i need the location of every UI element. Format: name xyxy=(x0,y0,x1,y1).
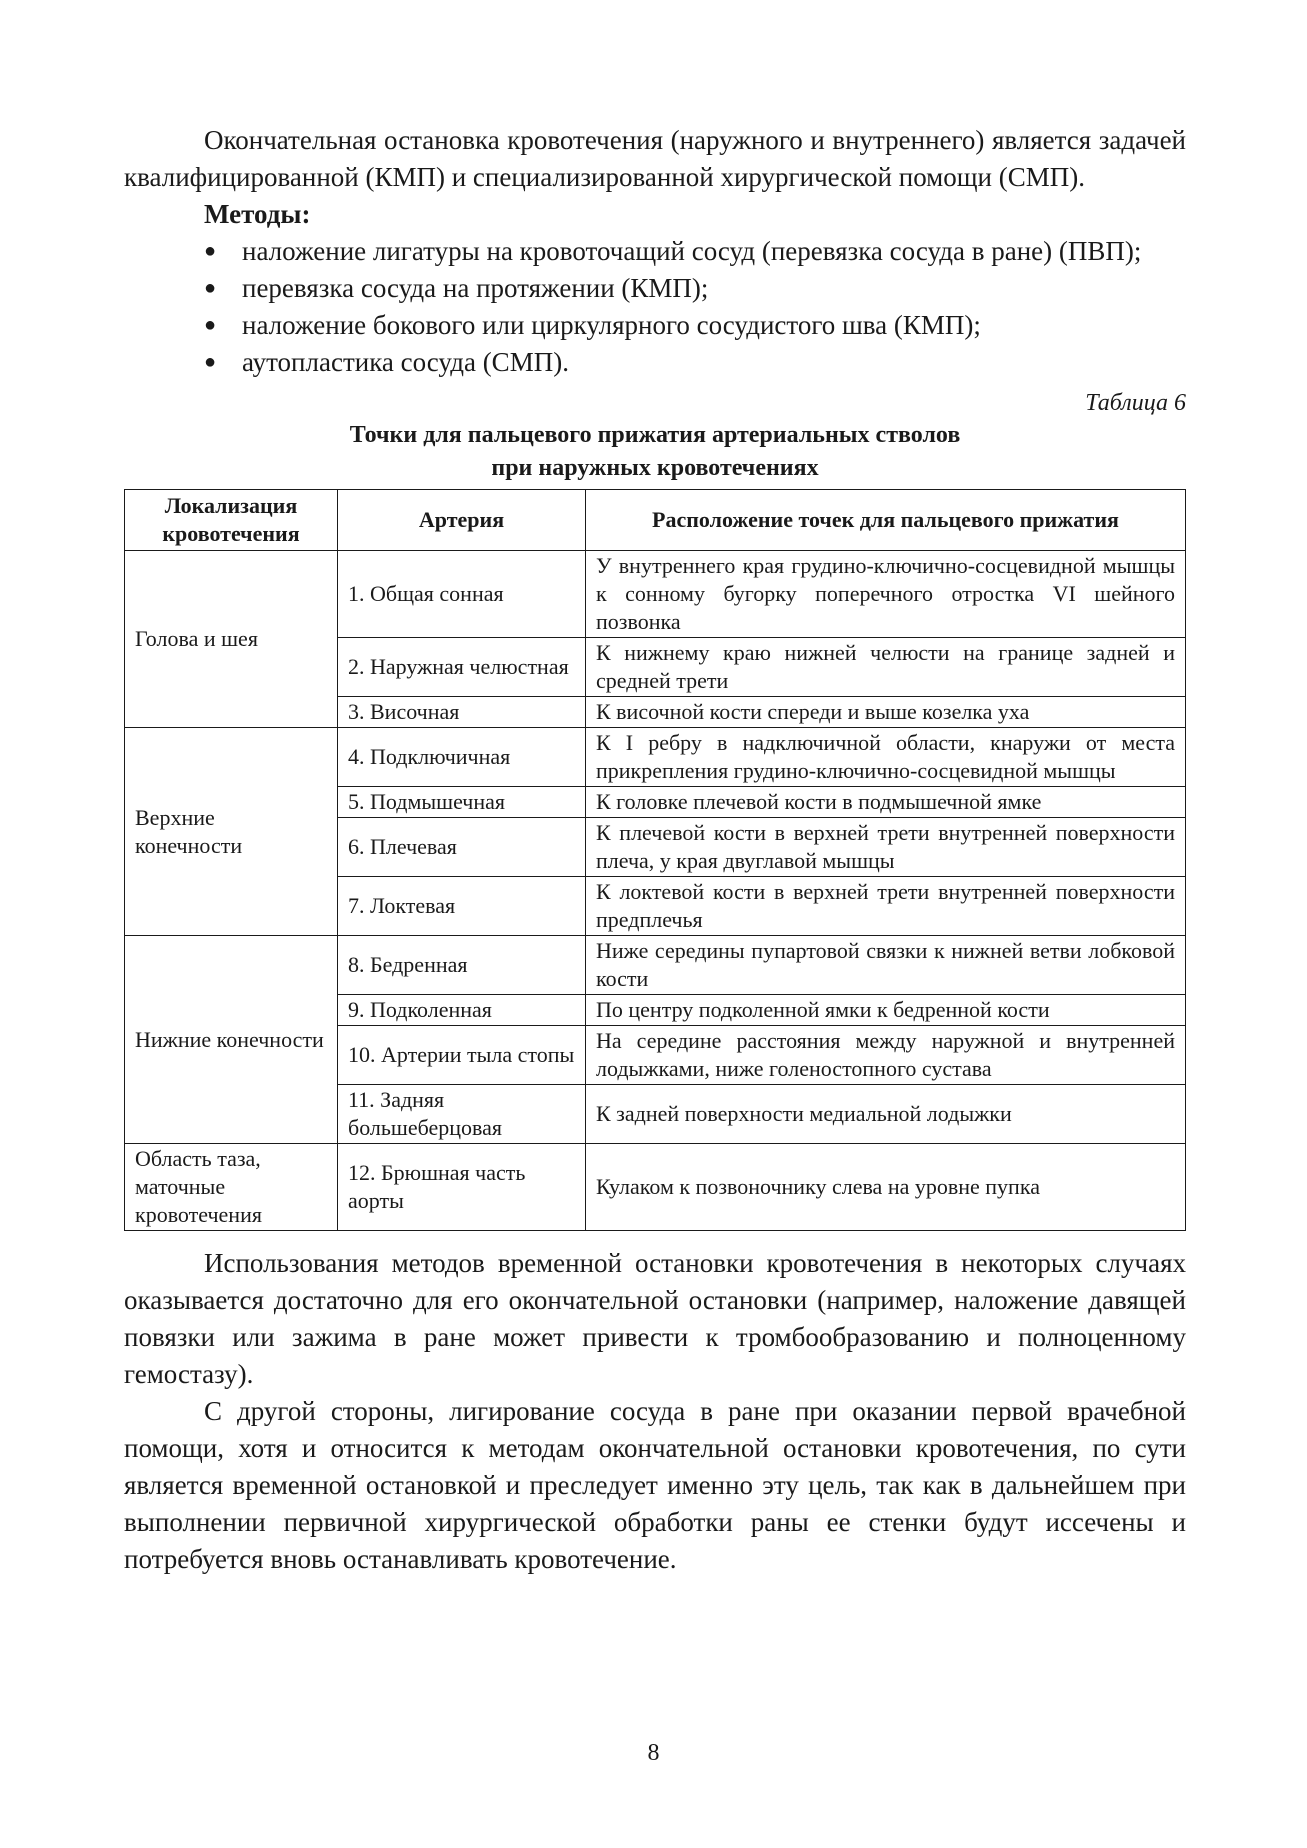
methods-list-item: ● аутопластика сосуда (СМП). xyxy=(124,344,1186,381)
page-content xyxy=(124,122,1186,1578)
methods-list xyxy=(124,233,1186,381)
methods-list-item: ● перевязка сосуда на протяжении (КМП); xyxy=(124,270,1186,307)
artery-cell: 6. Плечевая xyxy=(338,818,586,877)
header-location: Локализация кровотечения xyxy=(125,490,338,551)
artery-cell: 10. Артерии тыла стопы xyxy=(338,1026,586,1085)
artery-cell: 12. Брюшная часть аорты xyxy=(338,1144,586,1231)
artery-cell: 11. Задняя большеберцовая xyxy=(338,1085,586,1144)
bullet-icon: ● xyxy=(204,314,217,336)
table-row xyxy=(125,551,1186,638)
point-cell: Кулаком к позвоночнику слева на уровне пупка xyxy=(586,1144,1186,1231)
point-cell: К головке плечевой кости в подмышечной ямке xyxy=(586,787,1186,818)
point-cell: К нижнему краю нижней челюсти на границе задней и средней трети xyxy=(586,638,1186,697)
table-row xyxy=(125,936,1186,995)
artery-cell: 8. Бедренная xyxy=(338,936,586,995)
artery-cell: 2. Наружная челюстная xyxy=(338,638,586,697)
intro-paragraph: Окончательная остановка кровотечения (наружного и внутреннего) является задачей квалифицированной (КМП) и специализированной хирургической помощи (СМП). xyxy=(124,125,1186,192)
arteries-table xyxy=(124,489,1186,1231)
point-cell: К локтевой кости в верхней трети внутренней поверхности предплечья xyxy=(586,877,1186,936)
header-artery: Артерия xyxy=(338,490,586,551)
bullet-icon: ● xyxy=(204,240,217,262)
table-title-line-1: Точки для пальцевого прижатия артериальных стволов xyxy=(349,422,961,448)
point-cell: По центру подколенной ямки к бедренной кости xyxy=(586,995,1186,1026)
point-cell: К височной кости спереди и выше козелка уха xyxy=(586,697,1186,728)
location-cell: Область таза, маточные кровотечения xyxy=(125,1144,338,1231)
point-cell: У внутреннего края грудино-ключично-сосцевидной мышцы к сонному бугорку поперечного отростка VI шейного позвонка xyxy=(586,551,1186,638)
location-cell: Голова и шея xyxy=(125,551,338,728)
table-row xyxy=(125,1144,1186,1231)
artery-cell: 4. Подключичная xyxy=(338,728,586,787)
artery-cell: 5. Подмышечная xyxy=(338,787,586,818)
bullet-icon: ● xyxy=(204,277,217,299)
table-number: Таблица 6 xyxy=(1085,390,1186,416)
artery-cell: 3. Височная xyxy=(338,697,586,728)
page-number: 8 xyxy=(647,1740,660,1766)
point-cell: Ниже середины пупартовой связки к нижней ветви лобковой кости xyxy=(586,936,1186,995)
artery-cell: 9. Подколенная xyxy=(338,995,586,1026)
methods-title: Методы: xyxy=(204,199,311,229)
point-cell: К плечевой кости в верхней трети внутренней поверхности плеча, у края двуглавой мышцы xyxy=(586,818,1186,877)
point-cell: На середине расстояния между наружной и внутренней лодыжками, ниже голеностопного сустава xyxy=(586,1026,1186,1085)
methods-list-item: ● наложение бокового или циркулярного сосудистого шва (КМП); xyxy=(124,307,1186,344)
table-row xyxy=(125,728,1186,787)
location-cell: Верхние конечности xyxy=(125,728,338,936)
artery-cell: 1. Общая сонная xyxy=(338,551,586,638)
body-paragraph: Использования методов временной остановки кровотечения в некоторых случаях оказывается достаточно для его окончательной остановки (например, наложение давящей повязки или зажима в ране может привести к тромбообразованию и полноценному гемостазу). xyxy=(124,1248,1186,1389)
methods-list-item: ● наложение лигатуры на кровоточащий сосуд (перевязка сосуда в ране) (ПВП); xyxy=(124,233,1186,270)
table-header-row xyxy=(125,490,1186,551)
point-cell: К I ребру в надключичной области, кнаружи от места прикрепления грудино-ключично-сосцевидной мышцы xyxy=(586,728,1186,787)
body-paragraph: С другой стороны, лигирование сосуда в ране при оказании первой врачебной помощи, хотя и относится к методам окончательной остановки кровотечения, по сути является временной остановкой и преследует именно эту цель, так как в дальнейшем при выполнении первичной хирургической обработки раны ее стенки будут иссечены и потребуется вновь останавливать кровотечение. xyxy=(124,1396,1186,1574)
table-title-line-2: при наружных кровотечениях xyxy=(491,455,819,481)
bullet-icon: ● xyxy=(204,351,217,373)
header-point: Расположение точек для пальцевого прижатия xyxy=(586,490,1186,551)
artery-cell: 7. Локтевая xyxy=(338,877,586,936)
point-cell: К задней поверхности медиальной лодыжки xyxy=(586,1085,1186,1144)
location-cell: Нижние конечности xyxy=(125,936,338,1144)
